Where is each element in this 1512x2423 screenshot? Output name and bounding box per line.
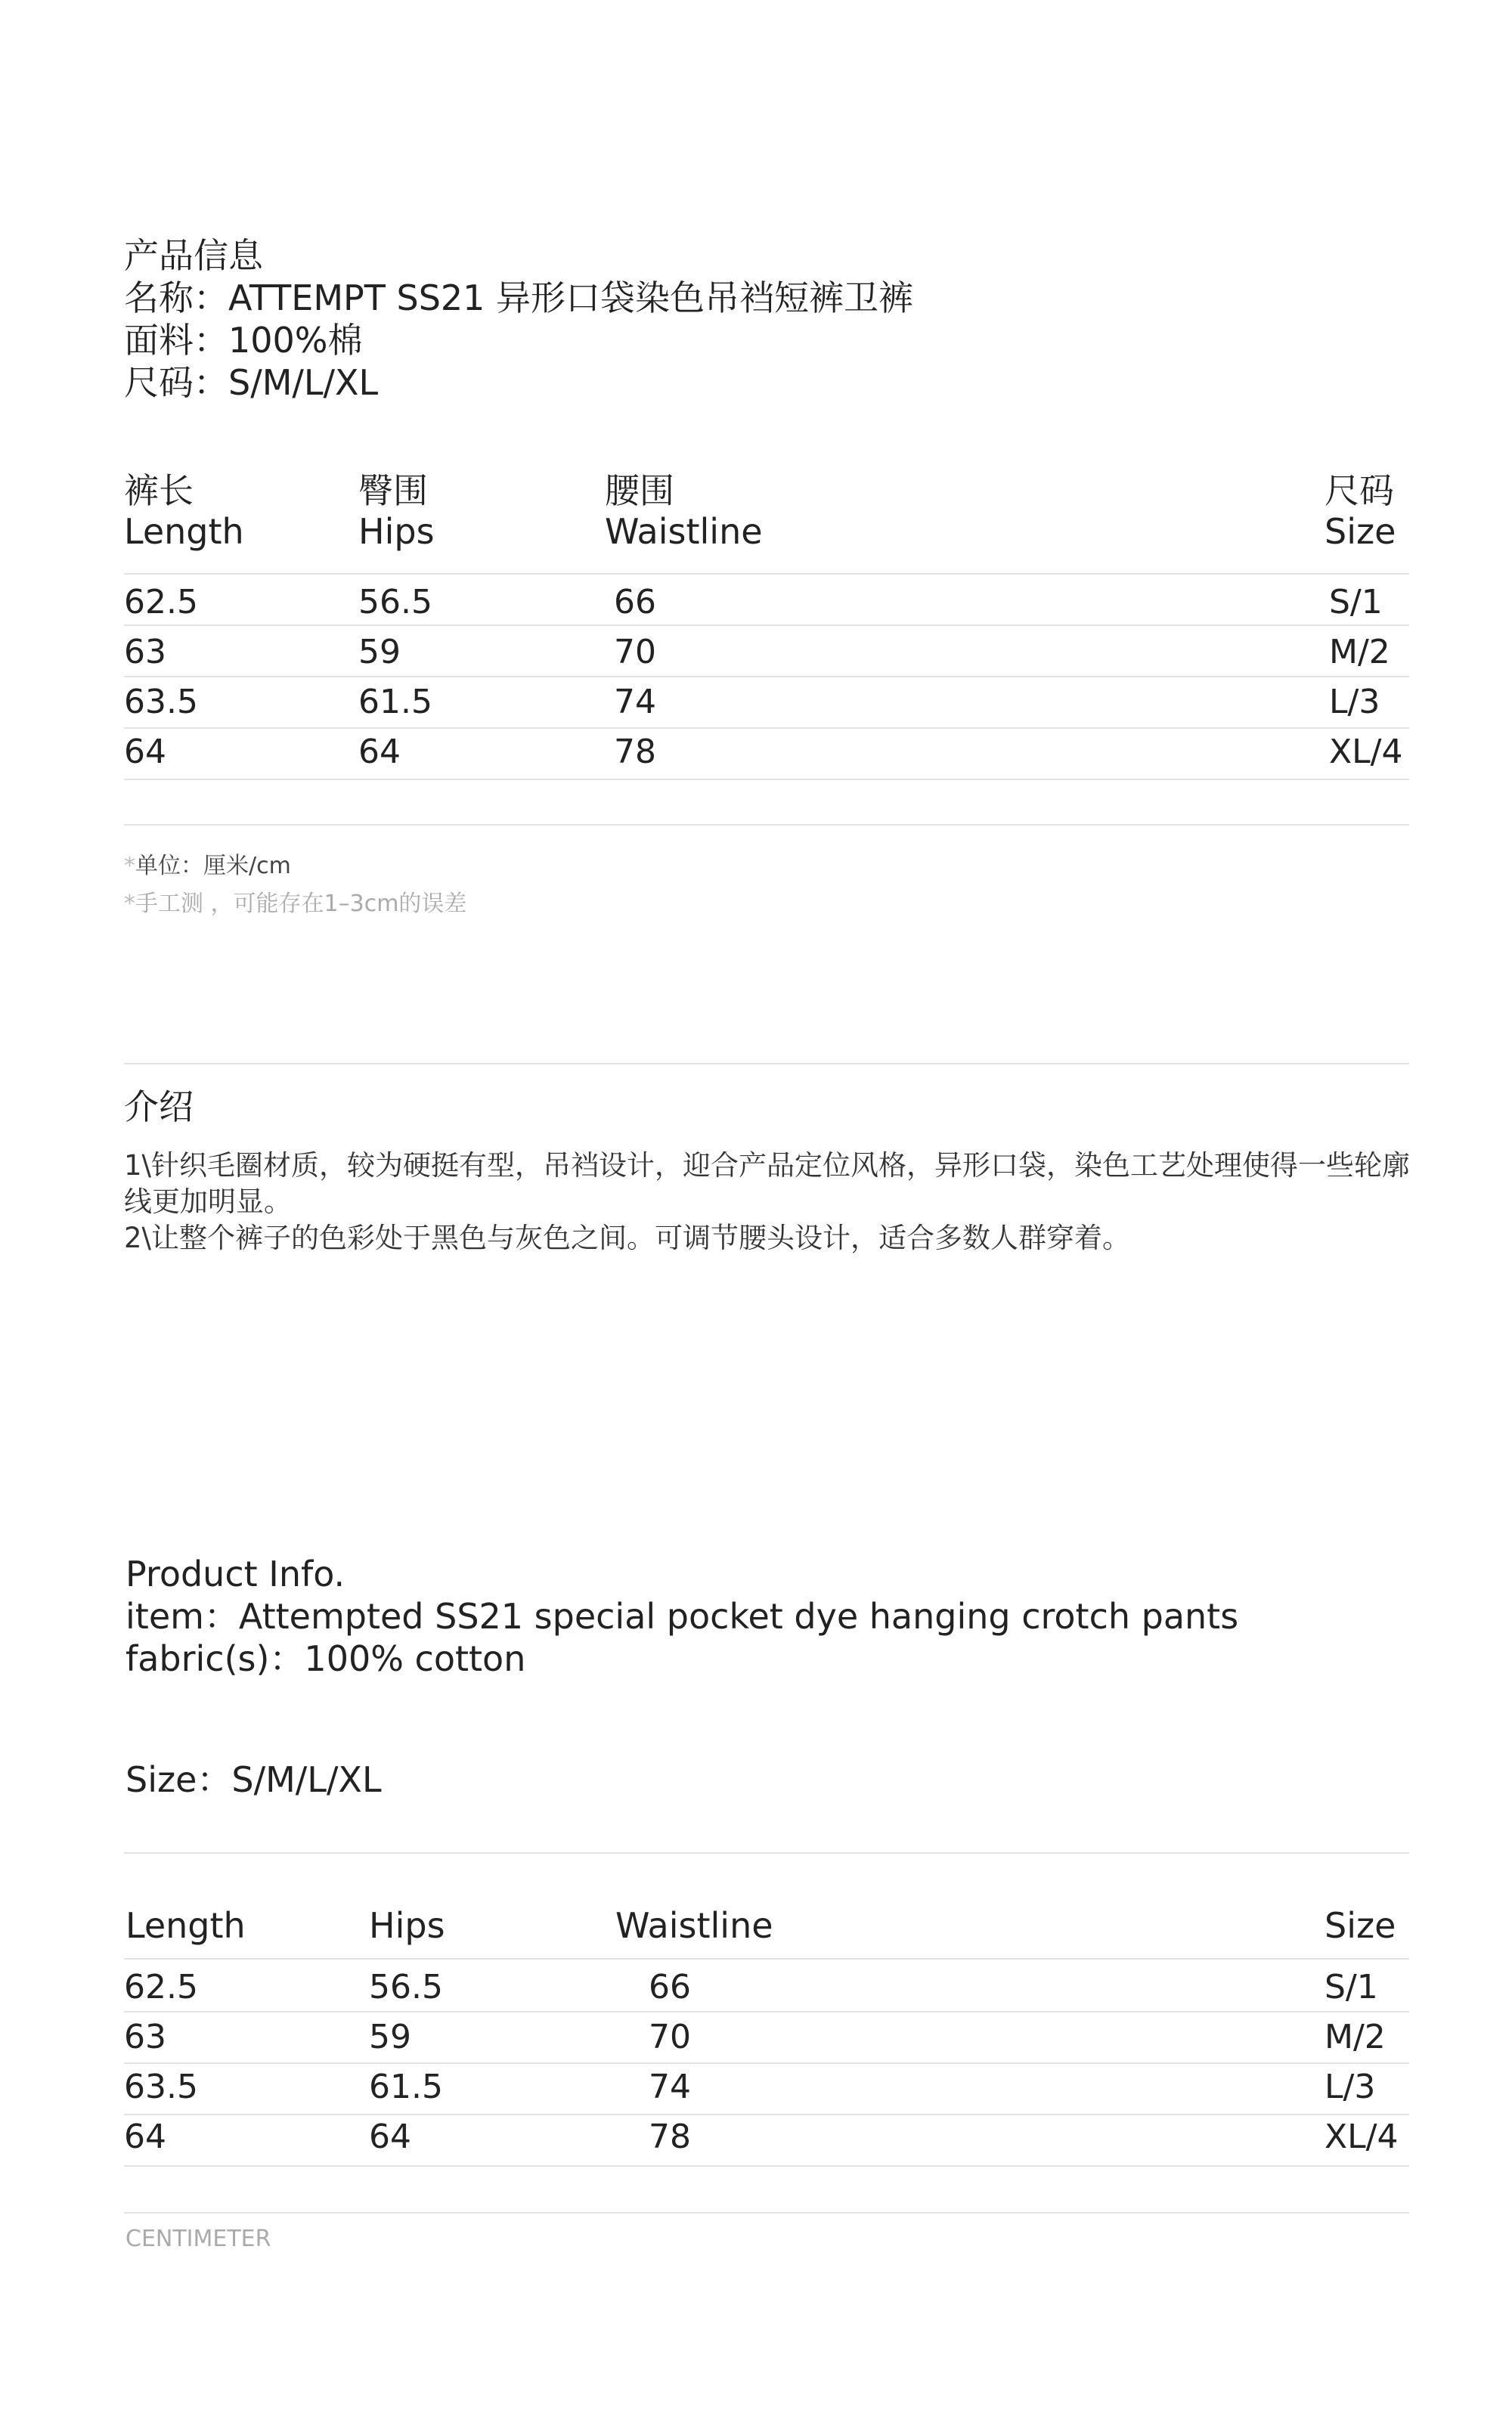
intro-paragraph-1: 1\针织毛圈材质，较为硬挺有型，吊裆设计，迎合产品定位风格，异形口袋，染色工艺处理使得一些轮廓线更加明显。 (124, 1149, 1411, 1218)
cn-header-size-cn: 尺码 (1325, 470, 1394, 511)
table-cell: M/2 (1325, 2018, 1386, 2056)
divider (124, 2114, 1409, 2115)
table-cell: 74 (649, 2068, 691, 2106)
divider (124, 727, 1409, 729)
divider (124, 1063, 1409, 1064)
table-cell: 56.5 (369, 1968, 443, 2006)
cn-size-line: 尺码：S/M/L/XL (124, 362, 379, 403)
table-cell: 62.5 (124, 583, 198, 621)
table-cell: L/3 (1329, 683, 1380, 721)
table-cell: XL/4 (1329, 733, 1403, 771)
cn-header-hips-cn: 臀围 (358, 470, 428, 511)
en-header-length: Length (125, 1905, 246, 1946)
table-cell: 66 (614, 583, 656, 621)
divider (124, 779, 1409, 780)
divider (124, 1852, 1409, 1854)
cn-header-waist-en: Waistline (605, 511, 763, 552)
divider (124, 824, 1409, 826)
table-cell: 59 (369, 2018, 411, 2056)
table-cell: 74 (614, 683, 656, 721)
table-cell: 78 (649, 2118, 691, 2156)
table-cell: 62.5 (124, 1968, 198, 2006)
unit-note: *单位：厘米/cm (124, 853, 291, 879)
en-fabric-line: fabric(s)：100% cotton (125, 1638, 526, 1679)
cn-info-title: 产品信息 (124, 235, 263, 276)
table-cell: 63 (124, 2018, 166, 2056)
unit-footer: CENTIMETER (125, 2226, 271, 2252)
table-cell: 63.5 (124, 683, 198, 721)
cn-fabric-line: 面料：100%棉 (124, 320, 363, 361)
divider (124, 2062, 1409, 2064)
en-header-size: Size (1325, 1905, 1396, 1946)
intro-paragraph-2: 2\让整个裤子的色彩处于黑色与灰色之间。可调节腰头设计，适合多数人群穿着。 (124, 1222, 1131, 1254)
cn-header-length-en: Length (124, 511, 244, 552)
divider (124, 676, 1409, 677)
divider (124, 573, 1409, 575)
table-cell: 64 (124, 733, 166, 771)
table-cell: 61.5 (358, 683, 432, 721)
en-size-line: Size：S/M/L/XL (125, 1759, 382, 1800)
table-cell: 70 (649, 2018, 691, 2056)
en-header-waist: Waistline (615, 1905, 773, 1946)
cn-header-size-en: Size (1325, 511, 1396, 552)
divider (124, 2165, 1409, 2167)
table-cell: S/1 (1329, 583, 1383, 621)
table-cell: 64 (358, 733, 401, 771)
intro-title: 介绍 (124, 1086, 194, 1127)
table-cell: 64 (369, 2118, 411, 2156)
table-cell: XL/4 (1325, 2118, 1399, 2156)
en-item-line: item：Attempted SS21 special pocket dye hanging crotch pants (125, 1596, 1239, 1637)
divider (124, 2212, 1409, 2214)
table-cell: L/3 (1325, 2068, 1376, 2106)
table-cell: 63.5 (124, 2068, 198, 2106)
divider (124, 1958, 1409, 1960)
table-cell: 66 (649, 1968, 691, 2006)
cn-name-line: 名称：ATTEMPT SS21 异形口袋染色吊裆短裤卫裤 (124, 277, 914, 318)
table-cell: 78 (614, 733, 656, 771)
en-info-title: Product Info. (125, 1554, 345, 1594)
table-cell: 70 (614, 633, 656, 671)
table-cell: 61.5 (369, 2068, 443, 2106)
cn-header-length-cn: 裤长 (124, 470, 194, 511)
table-cell: 59 (358, 633, 401, 671)
table-cell: M/2 (1329, 633, 1390, 671)
table-cell: S/1 (1325, 1968, 1378, 2006)
divider (124, 2011, 1409, 2012)
cn-header-waist-cn: 腰围 (605, 470, 674, 511)
cn-header-hips-en: Hips (358, 511, 435, 552)
manual-measure-note: *手工测 ，可能存在1–3cm的误差 (124, 891, 467, 917)
divider (124, 624, 1409, 626)
table-cell: 64 (124, 2118, 166, 2156)
table-cell: 63 (124, 633, 166, 671)
en-header-hips: Hips (369, 1905, 445, 1946)
table-cell: 56.5 (358, 583, 432, 621)
